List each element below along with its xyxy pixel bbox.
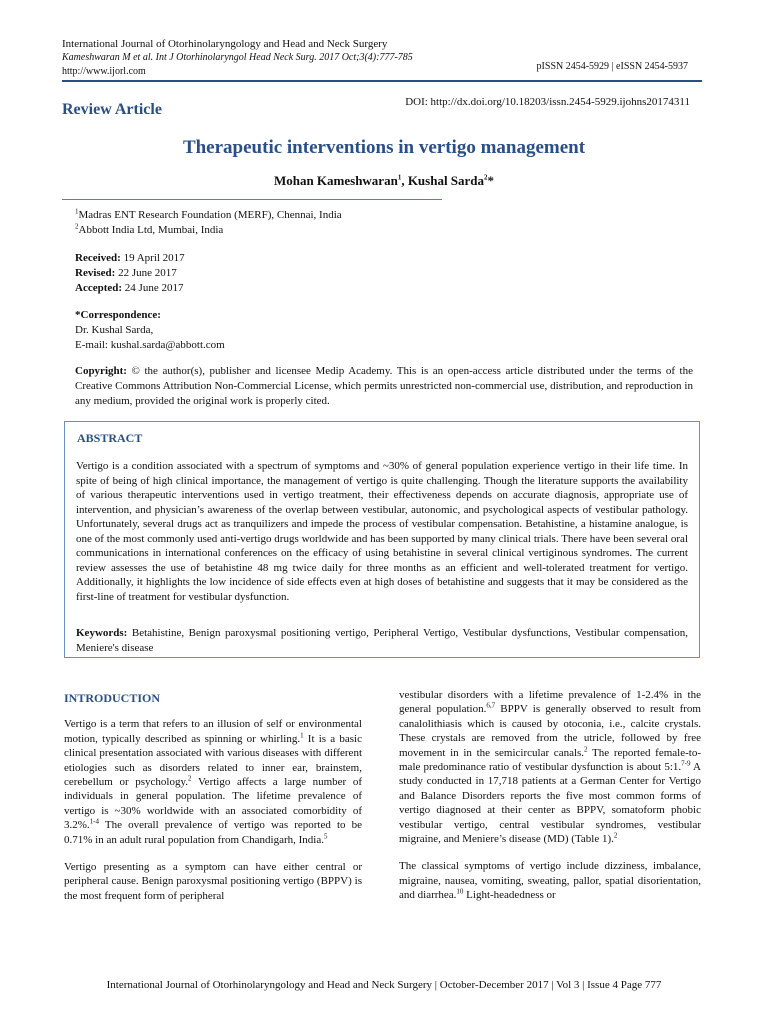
body-paragraph: The classical symptoms of vertigo include dizziness, imbalance, migraine, nausea, vomiting, sweating, pallor, spatial disorientation, and diarrhea.$^{10}$ Light-headedness or (399, 860, 701, 902)
correspondence-mark: * (487, 173, 495, 188)
body-column-right (399, 688, 701, 916)
affiliation-item: $^2$Abbott India Ltd, Mumbai, India (75, 222, 224, 236)
copyright-notice: Copyright: © the author(s), publisher and licensee Medip Academy. This is an open-access article distributed under the terms of the Creative Commons Attribution Non-Commercial License, which permits unrestricted non-commercial use, distribution, and reproduction in any medium, provided the original work is properly cited. (75, 365, 693, 407)
affiliation-item: $^1$Madras ENT Research Foundation (MERF), Chennai, India (75, 207, 342, 221)
header-rule (62, 80, 702, 82)
author-rule (62, 199, 442, 200)
journal-url[interactable]: http://www.ijorl.com (62, 66, 146, 77)
page-footer: International Journal of Otorhinolaryngology and Head and Neck Surgery | October-December 2017 | Vol 3 | Issue 4 Page 777 (106, 979, 662, 991)
journal-name: International Journal of Otorhinolaryngology and Head and Neck Surgery (62, 38, 388, 50)
affiliation-mark: 2 (484, 173, 488, 182)
correspondence-email[interactable]: E-mail: kushal.sarda@abbott.com (75, 339, 225, 351)
abstract-heading: ABSTRACT (77, 431, 143, 445)
body-paragraph: Vertigo is a term that refers to an illusion of self or environmental motion, typically described as spinning or whirling.$^1$ It is a basic clinical presentation associated with various diseases with different etiologies such as disorders related to inner ear, brainstem, cerebellum or psychology.$^2$ Vertigo affects a large number of individuals in general population. The lifetime prevalence of vertigo is ~30% worldwide with an associated comorbidity of 3.2%.$^{1-4}$ The overall prevalence of vertigo was reported to be 0.71% in an adult rural population from Chandigarh, India.$^5$ (64, 718, 362, 846)
body-paragraph: Vertigo presenting as a symptom can have either central or peripheral cause. Benign paroxysmal positioning vertigo (BPPV) is the most frequent form of peripheral (64, 861, 362, 902)
correspondence-label: *Correspondence: (75, 309, 161, 321)
section-heading-introduction: INTRODUCTION (64, 691, 161, 705)
correspondence (75, 308, 225, 353)
correspondence-name: Dr. Kushal Sarda, (75, 324, 154, 336)
author-separator: , (401, 173, 408, 188)
received-date: Received: 19 April 2017 (75, 252, 185, 264)
author-name: Mohan Kameshwaran (273, 173, 398, 188)
body-paragraph: vestibular disorders with a lifetime prevalence of 1-2.4% in the general population.$^{6,7}$ BPPV is generally observed to result from canalolithiasis which is caused by otoconia, i.e., calcite crystals. These crystals are removed from the utricle, followed by free movement in in the semicircular canals.$^2$ The reported female-to-male predominance ratio of vestibular dysfunction is about 5:1.$^{7-9}$ A study conducted in 17,718 patients at a German Center for Vertigo and Balance Disorders reports the five most common forms of vertigo diagnosed at their center as BPPV, somatoform phobic vestibular vertigo, central vestibular syndromes, vestibular migraine, and Meniere’s disease (MD) (Table 1).$^2$ (399, 689, 701, 846)
author-line (0, 173, 768, 189)
doi-link[interactable]: DOI: http://dx.doi.org/10.18203/issn.2454-5929.ijohns20174311 (405, 96, 690, 108)
body-column-left (64, 691, 362, 916)
affiliation-mark: 1 (397, 173, 402, 182)
article-title: Therapeutic interventions in vertigo management (182, 137, 586, 158)
article-dates (75, 251, 185, 296)
abstract-text: Vertigo is a condition associated with a spectrum of symptoms and ~30% of general population experience vertigo in their life time. In spite of being of high clinical importance, the management of vertigo is quite challenging. Though the literature supports the availability of various therapeutic interventions used in vertigo treatment, their effectiveness depends on accurate diagnosis, appropriate use of intervention, and physician’s awareness of the overlap between vestibular, autonomic, and psychological aspects of vestibular pathology. Unfortunately, several drugs act as tranquilizers and impede the process of vestibular compensation. Betahistine, a histamine analogue, is one of the most commonly used anti-vertigo drugs worldwide and has been supported by many clinical trials. There have been several oral communications in international conferences on the efficacy of using betahistine in several clinical vertiginous syndromes. The current review assesses the use of betahistine 48 mg twice daily for three months as an efficient and well-tolerated treatment for vertigo. Additionally, it highlights the low incidence of side effects even at high doses of betahistine and suggests that it may be considered as the first-line of treatment for vestibular dysfunction. (76, 460, 688, 603)
keywords: Keywords: Betahistine, Benign paroxysmal positioning vertigo, Peripheral Vertigo, Vestibular dysfunctions, Vestibular compensation, Meniere's disease (76, 627, 688, 654)
article-type: Review Article (62, 101, 162, 118)
author-name: Kushal Sarda (407, 173, 485, 188)
citation-line: Kameshwaran M et al. Int J Otorhinolaryngol Head Neck Surg. 2017 Oct;3(4):777-785 (62, 52, 413, 63)
issn-line: pISSN 2454-5929 | eISSN 2454-5937 (536, 61, 688, 72)
affiliations (75, 208, 342, 238)
accepted-date: Accepted: 24 June 2017 (75, 282, 184, 294)
revised-date: Revised: 22 June 2017 (75, 267, 177, 279)
